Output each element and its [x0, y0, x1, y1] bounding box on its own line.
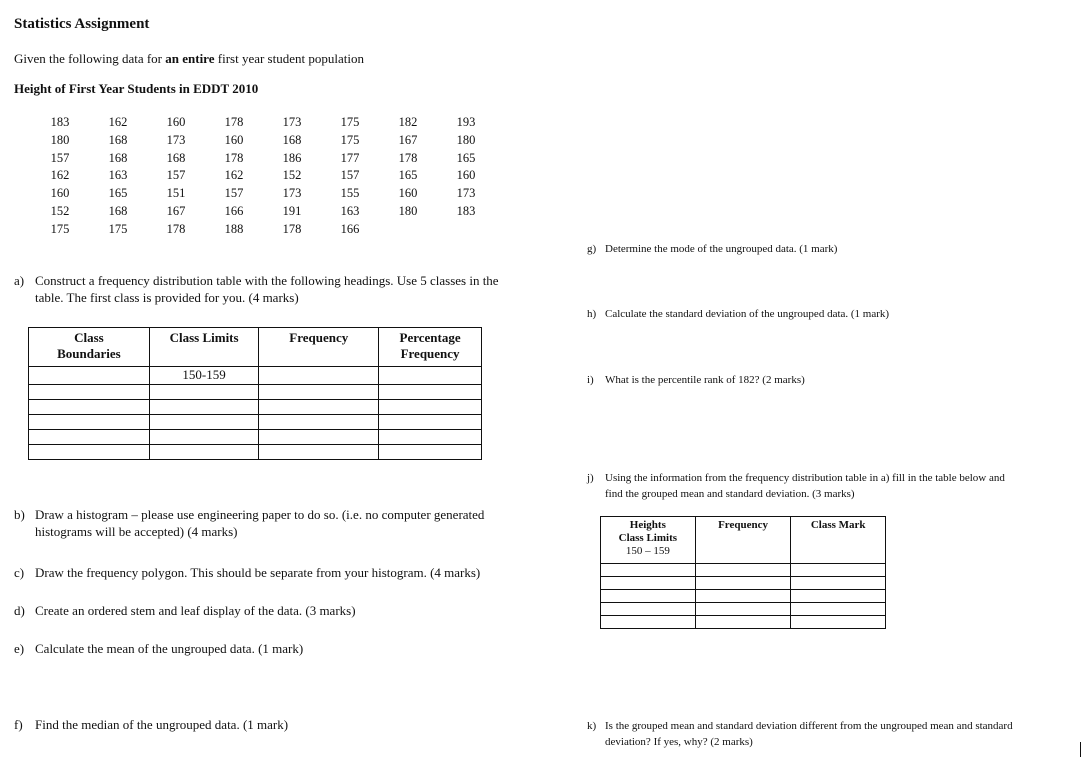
data-value: 173	[282, 115, 302, 129]
table-cell[interactable]	[259, 385, 379, 400]
data-value: 157	[340, 168, 360, 183]
question-label: d)	[14, 603, 25, 618]
table-cell[interactable]	[259, 367, 379, 385]
data-value: 191	[282, 203, 302, 218]
table-cell[interactable]	[259, 400, 379, 415]
data-value: 183	[50, 115, 70, 129]
data-column	[330, 114, 370, 239]
data-value: 173	[282, 186, 302, 201]
data-value: 162	[108, 115, 128, 129]
question-text: Draw a histogram – please use engineering paper to do so. (i.e. no computer generated	[35, 507, 485, 522]
header-percentage-frequency	[379, 328, 482, 367]
grouped-data-table	[600, 516, 886, 629]
data-value: 166	[224, 203, 244, 218]
table-cell-first-limits: 150 – 159	[625, 545, 670, 557]
table-cell[interactable]	[29, 415, 150, 430]
data-value: 168	[108, 132, 128, 147]
question-text: Determine the mode of the ungrouped data. (1 mark)	[605, 243, 838, 255]
data-column	[388, 114, 428, 221]
question-text: Is the grouped mean and standard deviation different from the ungrouped mean and standard	[605, 720, 1013, 732]
table-cell[interactable]	[791, 564, 886, 577]
data-column	[272, 114, 312, 239]
table-row	[29, 385, 482, 400]
table-row	[601, 577, 886, 590]
table-cell[interactable]	[601, 616, 696, 629]
header-line: Class	[74, 330, 104, 345]
question-text: Draw the frequency polygon. This should be separate from your histogram. (4 marks)	[35, 565, 481, 580]
header-heights-class-limits	[601, 517, 696, 564]
intro-text	[14, 51, 364, 67]
data-value: 175	[50, 221, 70, 236]
table-row	[601, 564, 886, 577]
table-row	[601, 603, 886, 616]
question-label: f)	[14, 717, 23, 732]
data-value: 167	[398, 132, 418, 147]
table-cell[interactable]	[695, 564, 791, 577]
data-value: 155	[340, 186, 360, 201]
data-column	[156, 114, 196, 239]
data-value: 175	[340, 115, 360, 129]
frequency-distribution-table	[28, 327, 482, 460]
table-cell[interactable]	[149, 445, 259, 460]
table-cell[interactable]	[149, 430, 259, 445]
question-b	[14, 506, 574, 540]
table-header-row	[29, 328, 482, 367]
table-cell[interactable]	[29, 430, 150, 445]
table-cell[interactable]	[695, 616, 791, 629]
table-cell[interactable]	[601, 577, 696, 590]
data-value: 180	[50, 132, 70, 147]
table-cell[interactable]	[601, 564, 696, 577]
data-value: 152	[282, 168, 302, 183]
header-line: Frequency	[400, 346, 460, 361]
data-value: 165	[456, 150, 476, 165]
table-cell[interactable]	[791, 616, 886, 629]
data-value: 168	[166, 150, 186, 165]
question-e	[14, 640, 303, 657]
data-value: 180	[456, 132, 476, 147]
question-label: e)	[14, 641, 25, 656]
table-cell[interactable]	[149, 400, 259, 415]
question-label: j)	[587, 472, 594, 484]
table-cell[interactable]	[791, 590, 886, 603]
data-value: 178	[224, 150, 244, 165]
data-value: 168	[282, 132, 302, 147]
question-f	[14, 716, 288, 733]
table-cell[interactable]	[29, 385, 150, 400]
question-h	[587, 306, 889, 322]
header-class-limits: Class Limits	[149, 328, 259, 367]
table-cell[interactable]	[149, 415, 259, 430]
question-text: What is the percentile rank of 182? (2 marks)	[605, 374, 805, 386]
question-text: Create an ordered stem and leaf display of the data. (3 marks)	[35, 603, 356, 618]
table-row	[29, 400, 482, 415]
data-column	[40, 114, 80, 239]
data-value: 162	[50, 168, 70, 183]
data-value: 186	[282, 150, 302, 165]
data-value: 183	[456, 203, 476, 218]
table-cell[interactable]	[601, 590, 696, 603]
data-column	[214, 114, 254, 239]
data-value: 173	[166, 132, 186, 147]
question-text-cont: find the grouped mean and standard deviation. (3 marks)	[605, 488, 855, 500]
question-label: k)	[587, 720, 597, 732]
data-value: 160	[166, 115, 186, 129]
data-value: 165	[108, 186, 128, 201]
data-value: 177	[340, 150, 360, 165]
table-cell[interactable]	[29, 400, 150, 415]
table-cell[interactable]	[149, 385, 259, 400]
data-value: 188	[224, 221, 244, 236]
text-cursor	[1080, 742, 1081, 757]
question-label: b)	[14, 507, 25, 522]
header-class-mark: Class Mark	[791, 517, 886, 564]
data-value: 160	[50, 186, 70, 201]
header-line: Percentage	[399, 330, 461, 345]
question-text-cont: deviation? If yes, why? (2 marks)	[605, 736, 753, 748]
data-value: 152	[50, 203, 70, 218]
question-g	[587, 241, 837, 257]
data-value: 151	[166, 186, 186, 201]
question-label: i)	[587, 374, 594, 386]
question-text-cont: histograms will be accepted) (4 marks)	[35, 524, 238, 539]
intro-bold: an entire	[165, 51, 215, 66]
table-cell[interactable]	[29, 367, 150, 385]
question-d	[14, 602, 356, 619]
table-cell[interactable]	[379, 367, 482, 385]
table-cell[interactable]	[791, 603, 886, 616]
data-value: 162	[224, 168, 244, 183]
table-row	[29, 430, 482, 445]
header-line: Class Limits	[618, 532, 678, 544]
data-value: 163	[108, 168, 128, 183]
table-row	[601, 590, 886, 603]
table-cell[interactable]	[791, 577, 886, 590]
data-value: 193	[456, 115, 476, 129]
header-frequency: Frequency	[695, 517, 791, 564]
table-cell[interactable]	[29, 445, 150, 460]
question-text: Calculate the mean of the ungrouped data. (1 mark)	[35, 641, 304, 656]
table-cell-first-limits: 150-159	[149, 367, 259, 385]
table-cell[interactable]	[379, 400, 482, 415]
data-column	[98, 114, 138, 239]
data-value: 167	[166, 203, 186, 218]
header-class-boundaries	[29, 328, 150, 367]
intro-pre: Given the following data for	[14, 51, 166, 66]
table-cell[interactable]	[379, 445, 482, 460]
table-cell[interactable]	[259, 445, 379, 460]
table-cell[interactable]	[379, 415, 482, 430]
data-subtitle: Height of First Year Students in EDDT 2010	[14, 81, 259, 96]
table-row	[29, 367, 482, 385]
question-text: Construct a frequency distribution table with the following headings. Use 5 classes in the	[35, 273, 499, 288]
table-cell[interactable]	[695, 603, 791, 616]
table-row	[29, 445, 482, 460]
data-value: 166	[340, 221, 360, 236]
data-value: 157	[50, 150, 70, 165]
data-value: 178	[166, 221, 186, 236]
data-value: 163	[340, 203, 360, 218]
table-cell[interactable]	[259, 430, 379, 445]
data-value: 165	[398, 168, 418, 183]
intro-post: first year student population	[214, 51, 364, 66]
data-value: 178	[282, 221, 302, 236]
question-label: a)	[14, 273, 25, 288]
table-header-row	[601, 517, 886, 564]
table-row	[29, 415, 482, 430]
question-a	[14, 272, 584, 306]
data-value: 160	[456, 168, 476, 183]
data-column	[446, 114, 486, 221]
question-text: Calculate the standard deviation of the ungrouped data. (1 mark)	[605, 308, 890, 320]
question-label: c)	[14, 565, 25, 580]
question-text: Using the information from the frequency distribution table in a) fill in the table below and	[605, 472, 1005, 484]
question-text-cont: table. The first class is provided for you. (4 marks)	[35, 290, 299, 305]
data-value: 180	[398, 203, 418, 218]
data-value: 178	[224, 115, 244, 129]
data-value: 160	[224, 132, 244, 147]
table-cell[interactable]	[379, 385, 482, 400]
question-k	[587, 718, 1077, 750]
header-line: Heights	[629, 519, 666, 531]
data-value: 182	[398, 115, 418, 129]
table-cell[interactable]	[259, 415, 379, 430]
table-cell[interactable]	[379, 430, 482, 445]
question-c	[14, 564, 480, 581]
table-cell[interactable]	[601, 603, 696, 616]
page-title: Statistics Assignment	[14, 16, 150, 32]
header-line: Boundaries	[57, 346, 121, 361]
question-text: Find the median of the ungrouped data. (1 mark)	[35, 717, 289, 732]
data-value: 157	[224, 186, 244, 201]
data-value: 175	[108, 221, 128, 236]
header-frequency: Frequency	[259, 328, 379, 367]
question-i	[587, 372, 805, 388]
table-cell[interactable]	[695, 590, 791, 603]
data-value: 157	[166, 168, 186, 183]
data-value: 178	[398, 150, 418, 165]
data-value: 160	[398, 186, 418, 201]
question-label: g)	[587, 243, 597, 255]
table-row	[601, 616, 886, 629]
question-j	[587, 470, 1067, 502]
question-label: h)	[587, 308, 597, 320]
data-value: 168	[108, 203, 128, 218]
table-cell[interactable]	[695, 577, 791, 590]
data-value: 175	[340, 132, 360, 147]
data-value: 173	[456, 186, 476, 201]
data-value: 168	[108, 150, 128, 165]
